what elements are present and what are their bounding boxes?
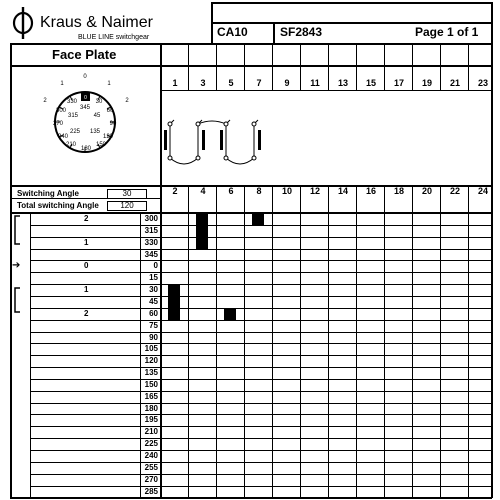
brand-logo (10, 4, 210, 44)
contact-number-bottom: 16 (365, 186, 376, 196)
row-line (30, 308, 492, 309)
angle-value: 150 (144, 379, 158, 389)
angle-value: 165 (144, 391, 158, 401)
column-line (216, 66, 217, 90)
column-line (468, 43, 469, 66)
position-label: 1 (84, 285, 89, 295)
contact-number-bottom: 4 (200, 186, 206, 196)
brand-name: Kraus & Naimer (40, 14, 153, 31)
column-line (272, 66, 273, 90)
svg-text:0: 0 (84, 95, 87, 101)
column-line (300, 186, 301, 498)
contact-number-bottom: 20 (421, 186, 432, 196)
closed-contact-mark (252, 213, 264, 225)
dial-inner-label: 90 (109, 121, 117, 127)
dial-inner-label: 150 (95, 142, 107, 148)
contact-number-top: 17 (393, 78, 404, 88)
contact-number-top: 1 (172, 78, 178, 88)
phi-logo-icon (12, 6, 34, 40)
contact-number-top: 5 (228, 78, 234, 88)
closed-contact-mark (168, 308, 180, 320)
column-line (216, 43, 217, 66)
dial-inner-label: 120 (102, 134, 114, 140)
angle-value: 60 (149, 308, 158, 318)
dial-inner-label: 330 (66, 99, 78, 105)
row-line (30, 497, 492, 498)
row-line (30, 414, 492, 415)
switching-angle-label: Switching Angle (17, 189, 79, 198)
contact-number-bottom: 10 (281, 186, 292, 196)
row-line (30, 343, 492, 344)
drawing-number: SF2843 (280, 25, 323, 39)
contact-number-bottom: 2 (172, 186, 178, 196)
catalog-code: CA10 (217, 25, 248, 39)
column-line (356, 66, 357, 90)
position-label: 0 (84, 261, 89, 271)
column-line (328, 66, 329, 90)
angle-value: 300 (144, 214, 158, 223)
dial-inner-label: 225 (69, 129, 81, 135)
row-line (30, 379, 492, 380)
column-line (440, 66, 441, 90)
contact-number-top: 3 (200, 78, 206, 88)
column-line (384, 43, 385, 66)
contact-number-bottom: 24 (477, 186, 488, 196)
dial-outer-label: 0 (83, 74, 87, 80)
total-switching-angle-value: 120 (107, 201, 147, 211)
column-line (328, 186, 329, 498)
row-line (30, 486, 492, 487)
contact-number-top: 23 (477, 78, 488, 88)
column-line (244, 43, 245, 66)
position-label: 2 (84, 214, 89, 223)
row-line (30, 403, 492, 404)
dial-inner-label: 45 (93, 113, 101, 119)
frame-line (10, 185, 492, 187)
column-line (412, 66, 413, 90)
angle-value: 120 (144, 356, 158, 366)
angle-value: 315 (144, 225, 158, 235)
row-line (30, 260, 492, 261)
column-line (188, 66, 189, 90)
column-line (356, 43, 357, 66)
row-line (30, 296, 492, 297)
dial-outer-label: 2 (125, 98, 129, 104)
closed-contact-mark (196, 225, 208, 237)
angle-value: 30 (149, 285, 158, 295)
row-line (30, 284, 492, 285)
column-line (188, 186, 189, 498)
frame-line (10, 65, 492, 67)
contact-number-bottom: 6 (228, 186, 234, 196)
dial-inner-label: 315 (67, 113, 79, 119)
column-line (300, 66, 301, 90)
contact-number-top: 21 (449, 78, 460, 88)
closed-contact-mark (196, 213, 208, 225)
frame-line (211, 2, 492, 4)
contact-number-top: 13 (337, 78, 348, 88)
column-line (300, 43, 301, 66)
angle-value: 105 (144, 344, 158, 354)
column-line (272, 43, 273, 66)
row-line (30, 391, 492, 392)
closed-contact-mark (224, 308, 236, 320)
column-line (492, 43, 493, 66)
contact-number-bottom: 12 (309, 186, 320, 196)
position-label: 2 (84, 308, 89, 318)
closed-contact-mark (168, 284, 180, 296)
column-line (384, 66, 385, 90)
dial-inner-label: 270 (52, 121, 64, 127)
column-line (244, 186, 245, 498)
row-line (30, 332, 492, 333)
dial-inner-label: 60 (106, 108, 114, 114)
column-line (216, 186, 217, 498)
contact-number-bottom: 22 (449, 186, 460, 196)
position-label: 1 (84, 237, 89, 247)
dial-inner-label: 210 (65, 142, 77, 148)
angle-value: 255 (144, 462, 158, 472)
angle-value: 345 (144, 249, 158, 259)
angle-value: 135 (144, 368, 158, 378)
page-label: Page 1 of 1 (415, 25, 479, 39)
column-line (384, 186, 385, 498)
brand-tagline: BLUE LINE switchgear (78, 34, 150, 41)
column-line (468, 186, 469, 498)
row-line (30, 272, 492, 273)
angle-value: 285 (144, 486, 158, 496)
frame-line (160, 43, 162, 498)
contact-schematic (158, 112, 278, 172)
column-line (272, 186, 273, 498)
row-line (30, 462, 492, 463)
row-line (30, 320, 492, 321)
frame-line (211, 22, 492, 24)
frame-line (10, 43, 492, 45)
dial-inner-label: 30 (95, 99, 103, 105)
closed-contact-mark (196, 237, 208, 249)
row-line (30, 450, 492, 451)
row-line (30, 474, 492, 475)
angle-value: 330 (144, 237, 158, 247)
dial-inner-label: 180 (80, 146, 92, 152)
row-line (30, 237, 492, 238)
contact-number-top: 11 (310, 78, 320, 88)
column-line (468, 66, 469, 90)
angle-value: 210 (144, 427, 158, 437)
face-plate-title: Face Plate (52, 47, 117, 62)
switching-angle-value: 30 (107, 189, 147, 199)
row-line (30, 438, 492, 439)
row-line (30, 212, 31, 498)
dial-inner-label: 240 (57, 134, 69, 140)
column-line (412, 186, 413, 498)
closed-contact-mark (168, 296, 180, 308)
frame-line (160, 90, 492, 91)
column-line (328, 43, 329, 66)
frame-line (273, 22, 275, 44)
row-line (30, 355, 492, 356)
column-line (188, 43, 189, 66)
row-line (30, 367, 492, 368)
column-line (440, 186, 441, 498)
contact-number-top: 7 (256, 78, 262, 88)
angle-value: 90 (149, 332, 158, 342)
angle-value: 225 (144, 439, 158, 449)
column-line (440, 43, 441, 66)
column-line (244, 66, 245, 90)
dial-outer-label: 1 (107, 81, 111, 87)
contact-number-top: 9 (284, 78, 290, 88)
face-plate-dial (15, 70, 155, 170)
row-line (140, 212, 141, 498)
contact-number-top: 19 (421, 78, 432, 88)
angle-value: 75 (149, 320, 158, 330)
dial-inner-label: 135 (89, 129, 101, 135)
row-line (30, 426, 492, 427)
column-line (356, 186, 357, 498)
dial-outer-label: 1 (60, 81, 64, 87)
dial-inner-label: 300 (55, 108, 67, 114)
angle-value: 240 (144, 451, 158, 460)
contact-number-top: 15 (365, 78, 376, 88)
row-line (30, 249, 492, 250)
frame-line (10, 212, 492, 214)
angle-value: 15 (149, 273, 158, 283)
angle-value: 270 (144, 474, 158, 484)
total-switching-angle-label: Total switching Angle (17, 201, 99, 210)
contact-number-bottom: 18 (393, 186, 404, 196)
dial-inner-label: 345 (79, 105, 91, 111)
current-position-arrow-icon: ➔ (12, 260, 21, 271)
column-line (412, 43, 413, 66)
contact-number-bottom: 8 (256, 186, 262, 196)
angle-value: 195 (144, 415, 158, 425)
angle-value: 0 (153, 261, 158, 271)
dial-outer-label: 2 (43, 98, 47, 104)
contact-number-bottom: 14 (337, 186, 348, 196)
frame-line (10, 198, 160, 199)
frame-line (491, 2, 493, 498)
angle-value: 45 (149, 296, 158, 306)
angle-value: 180 (144, 403, 158, 413)
